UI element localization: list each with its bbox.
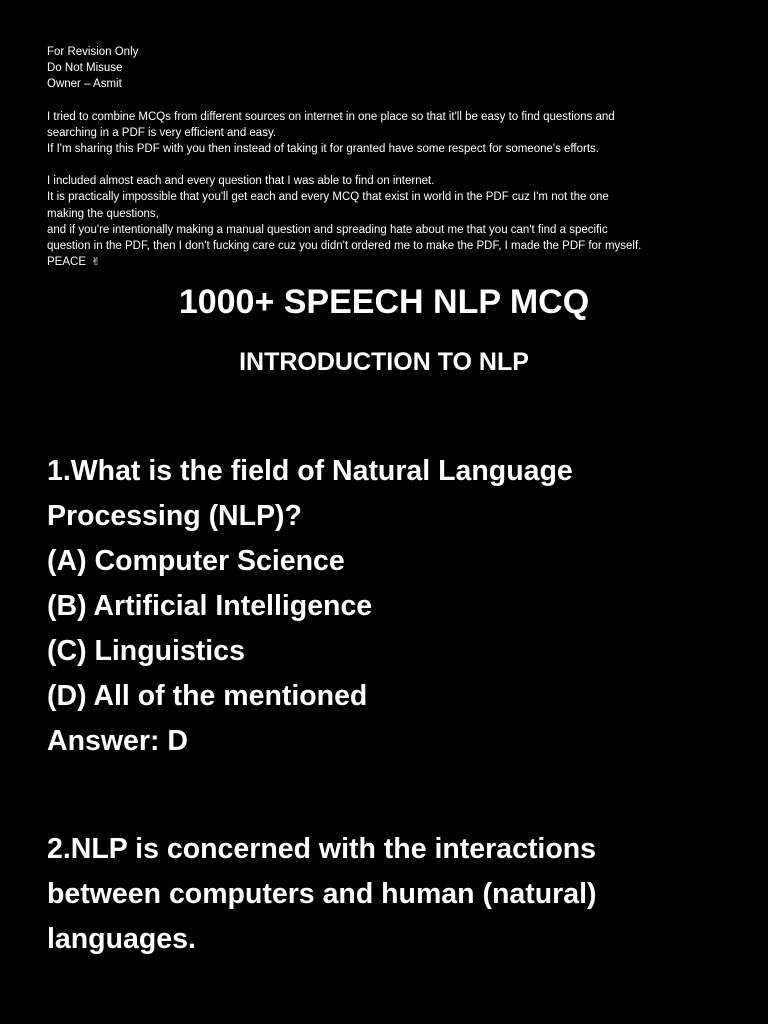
header-note: For Revision Only <box>47 46 139 58</box>
question-text: languages. <box>47 923 196 955</box>
header-note: Owner – Asmit <box>47 78 122 91</box>
question-text: Processing (NLP)? <box>47 500 302 532</box>
answer: Answer: D <box>47 725 188 757</box>
header-text-line: I tried to combine MCQs from different sources on internet in one place so that it'll be easy to find questions and <box>47 110 615 123</box>
peace-label: PEACE <box>47 256 86 269</box>
header-text-line: I included almost each and every question that I was able to find on internet. <box>47 175 435 188</box>
peace-line <box>47 254 737 270</box>
option-a: (A) Computer Science <box>47 545 345 577</box>
header-text-line: If I'm sharing this PDF with you then instead of taking it for granted have some respect for someone's efforts. <box>47 143 599 156</box>
section-title: INTRODUCTION TO NLP <box>239 348 529 376</box>
header-note: Do Not Misuse <box>47 62 123 75</box>
document-title: 1000+ SPEECH NLP MCQ <box>178 283 590 321</box>
question-text: 2.NLP is concerned with the interactions <box>47 833 597 865</box>
header-text-line: It is practically impossible that you'll get each and every MCQ that exist in world in the PDF cuz I'm not the one <box>47 191 609 204</box>
question-text: between computers and human (natural) <box>47 878 597 910</box>
option-b: (B) Artificial Intelligence <box>47 590 373 622</box>
option-d: (D) All of the mentioned <box>47 680 368 712</box>
question-2 <box>47 827 737 962</box>
disclaimer-header <box>47 44 737 270</box>
header-text-line: searching in a PDF is very efficient and easy. <box>47 126 277 139</box>
header-text-line: question in the PDF, then I don't fucking care cuz you didn't ordered me to make the PDF, I made the PDF for myself. <box>47 240 642 253</box>
header-text-line: making the questions, <box>47 207 159 220</box>
option-c: (C) Linguistics <box>47 635 245 667</box>
question-1 <box>47 449 737 764</box>
header-text-line: and if you're intentionally making a manual question and spreading hate about me that you can't find a specific <box>47 223 608 236</box>
question-text: 1.What is the field of Natural Language <box>47 455 573 487</box>
victory-hand-icon: ✌ <box>91 256 101 269</box>
